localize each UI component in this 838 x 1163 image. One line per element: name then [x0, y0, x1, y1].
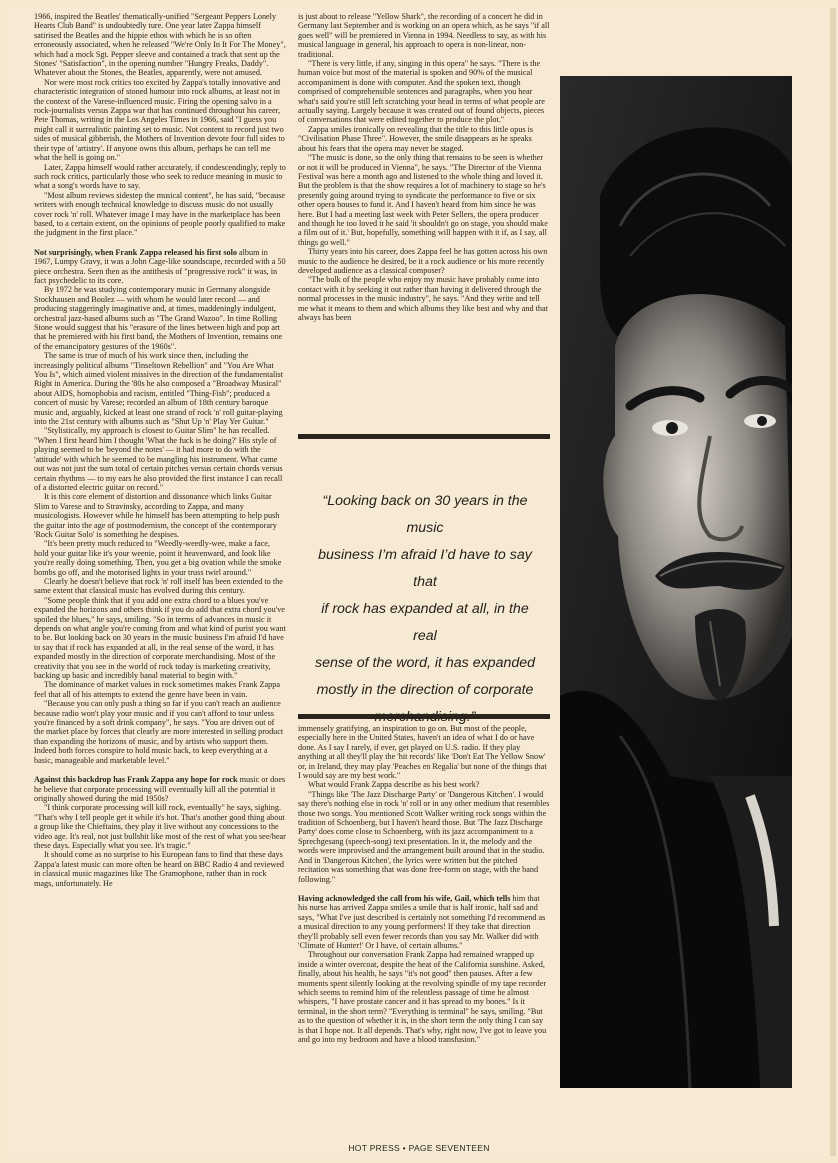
- pull-quote-line: sense of the word, it has expanded: [314, 655, 536, 671]
- pull-quote-line: “Looking back on 30 years in the music: [322, 493, 528, 536]
- magazine-page: [8, 8, 836, 1156]
- paragraph-text: What would Frank Zappa describe as his best work?: [308, 780, 480, 790]
- paragraph-text: is just about to release "Yellow Shark", the recording of a concert he did in Germany last September and is working on an opera which, as he says "if all goes well" will be premiered in Vienna in 1994. Needless to say, as with his musical language in general, his approach to opera is non-linear, non-traditional.: [298, 12, 550, 59]
- paragraph-text: album in 1967, Lumpy Gravy, it was a John Cage-like soundscape, recorded with a 50 piece orchestra. Seen then as the antithesis of "progressive rock" it was, in fact psychedelic to its core.: [34, 247, 286, 285]
- article-paragraph: [298, 275, 550, 322]
- paragraph-text: "Most album reviews sidestep the musical content", he has said, "because writers with enough technical knowledge to discuss music do not usually cover rock 'n' roll. Whatever image I may have in the marketplace has been based, to a certain extent, on the opinions of people poorly qualified to make the judgment in the first place.": [34, 190, 286, 238]
- paragraph-text: By 1972 he was studying contemporary music in Germany alongside Stockhausen and Boulez — with whom he would later record — and producing staggeringly imaginative and, at times, maddeningly indulgent, orchestral jazz-based albums such as "The Grand Wazoo". In time Rolling Stone would suggest that his "erasure of the lines between high and pop art that he premiered with his first band, the Mothers of Invention, remains one of the emancipatory gestures of the 1960s".: [34, 285, 283, 351]
- article-paragraph: [34, 596, 286, 681]
- zappa-portrait-photo: [560, 76, 792, 1088]
- paragraph-text: Thirty years into his career, does Zappa feel he has gotten across his own music to the audience he desired, be it a rock audience or his more recently developed audience as a classical composer?: [298, 247, 548, 275]
- paragraph-text: "Some people think that if you add one extra chord to a blues you've expanded the horizons and others think if you do add that extra chord you've spoiled the blues," he says, smiling. "So in terms of advances in music it depends on what angle you're coming from and what kind of purist you want to be. But looking back on 30 years in the music business I'm afraid I'd have to say that if rock has expanded at all, in the real sense of the word, it has expanded mostly in the direction of corporate merchandising. Most of the creativity that you see in the world of rock today is marketing creativity, backing up basic and incredibly banal material to begin with.": [34, 595, 286, 681]
- paragraph-text: It should come as no surprise to his European fans to find that these days Zappa'a latest music can more often be heard on BBC Radio 4 and reviewed in classical music magazines like The Gramophone, rather than in rock mags, unfortunately. He: [34, 850, 284, 888]
- article-paragraph: [298, 780, 550, 789]
- article-paragraph: [298, 153, 550, 247]
- paragraph-text: immensely gratifying, an inspiration to go on. But most of the people, especially here in the United States, haven't an idea of what I do or have done. As I say I rarely, if ever, get played on U.S. radio. If they play anything at all they'll play the 'hit records' like 'Don't Eat The Yellow Snow' or, in Ireland, they may play 'Peaches en Regalia' but none of the things that I would say are my best work.": [298, 724, 547, 781]
- paragraph-text: music or does he believe that corporate processing will eventually kill all the potential it originally showed during the mid 1950s?: [34, 775, 286, 803]
- article-paragraph: [34, 577, 286, 596]
- pull-quote-bottom-rule: [298, 714, 550, 719]
- article-column-1: [34, 12, 286, 1140]
- article-paragraph: [34, 285, 286, 351]
- paragraph-lead-in: Not surprisingly, when Frank Zappa released his first solo: [34, 247, 237, 257]
- paragraph-text: Later, Zappa himself would rather accurately, if condescendingly, reply to such rock critics, particularly those who seek to reduce meaning in music to what a song's words have to say.: [34, 162, 286, 191]
- article-paragraph: [34, 78, 286, 163]
- article-paragraph: [298, 12, 550, 59]
- paragraph-text: "Things like 'The Jazz Discharge Party' or 'Dangerous Kitchen'. I would say there's nothing else in rock 'n' roll or in any other medium that resembles those two songs. You mentioned Scott Walker writing rock songs within the tradition of Schoenberg, but I haven't heard those. But 'The Jazz Discharge Party' does come close to Schoenberg, with its jazz accompaniment to a Sprechgesang (speech-song) text presentation. In it, the melody and the words were improvised and the arrangement built around that in the studio. And in 'Dangerous Kitchen', the lyrics were written but the pitched recitation was something that was done free-form on stage, with the band following.": [298, 789, 550, 884]
- paragraph-text: "Because you can only push a thing so far if you can't reach an audience because radio won't play your music and if you can't afford to tour unless you're financed by a soft drink company", he says. "You are driven out of the market place by forces that clearly are more interested in selling product than expanding the horizons of music, and by artists who support them. Indeed both forces conspire to hold music back, to keep everything at a basic, manageable and marketable level.": [34, 699, 284, 765]
- article-paragraph: [34, 163, 286, 191]
- portrait-illustration: [560, 76, 792, 1088]
- article-paragraph: [34, 680, 286, 699]
- article-paragraph: [34, 248, 286, 286]
- paragraph-text: "There is very little, if any, singing in this opera" he says. "There is the human voice but most of the material is spoken and 90% of the musical accompaniment is done with computer. And the spoken text, though comprised of comprehensible sentences and paragraphs, when you hear what's said you're still left scratching your head in terms of what people are actually saying. Largely because it was created out of found objects, pieces of conversations that were edited together to produce the plot.": [298, 59, 545, 125]
- article-paragraph: [298, 894, 550, 950]
- paragraph-text: Clearly he doesn't believe that rock 'n' roll itself has been extended to the same extent that classical music has evolved during this century.: [34, 576, 283, 596]
- article-paragraph: [34, 775, 286, 803]
- pull-quote: [308, 488, 542, 731]
- article-paragraph: [34, 492, 286, 539]
- paragraph-text: Zappa smiles ironically on revealing that the title to this little opus is "Civilisation Phase Three". However, the smile disappears as he speaks about his fears that the opera may never be staged.: [298, 124, 534, 153]
- article-paragraph: [298, 59, 550, 125]
- pull-quote-line: mostly in the direction of corporate: [316, 682, 534, 698]
- pull-quote-line: business I’m afraid I’d have to say that: [318, 547, 532, 590]
- article-paragraph: [34, 12, 286, 78]
- paragraph-text: The same is true of much of his work since then, including the increasingly political albums "Tinseltown Rebellion" and "You Are What You Is", which aimed violent missives in the direction of the fundamentalist Right in America. During the '80s he also composed a "Broadway Musical" about AIDS, homophobia and racism, entitled "Thing-Fish"; produced a concert of music by Varese; recorded an album of 18th century baroque music and, arguably, kicked at least one strand of rock 'n' roll guitar-playing into the 21st century with albums such as "Shut Up 'n' Play Yer Guitar.": [34, 351, 284, 427]
- paragraph-text: The dominance of market values in rock sometimes makes Frank Zappa feel that all of his attempts to extend the genre have been in vain.: [34, 680, 280, 699]
- paragraph-text: It is this core element of distortion and dissonance which links Guitar Slim to Varese and to Stravinsky, according to Zappa, and many musicologists. However while he himself has been attempting to help push the guitar into the age of postmodernism, the concept of the contemporary 'Rock Guitar Solo' is something he despises.: [34, 492, 280, 539]
- pull-quote-top-rule: [298, 434, 550, 439]
- article-column-2: [298, 12, 550, 430]
- article-paragraph: [34, 351, 286, 426]
- article-paragraph: [34, 191, 286, 238]
- paragraph-text: "The bulk of the people who enjoy my music have probably come into contact with it by seeking it out rather than having it delivered through the normal processes in the music industry", he says. "And they write and tell me what it means to them and which albums they like best and why and that always has been: [298, 275, 548, 322]
- paragraph-text: "It's been pretty much reduced to "Weedly-weedly-wee, make a face, hold your guitar like it's your weenie, point it heavenward, and look like you're really doing something. Then, you get a big ovation while the smoke bombs go off, and the motorised lights in your truss twirl around.": [34, 539, 282, 577]
- article-paragraph: [298, 724, 550, 780]
- page-footer: HOT PRESS • PAGE SEVENTEEN: [348, 1143, 490, 1153]
- article-paragraph: [34, 539, 286, 577]
- article-column-3: [298, 724, 550, 1140]
- article-paragraph: [298, 247, 550, 275]
- article-paragraph: [34, 850, 286, 888]
- paragraph-lead-in: Against this backdrop has Frank Zappa any hope for rock: [34, 775, 238, 785]
- article-paragraph: [298, 790, 550, 884]
- article-paragraph: [34, 803, 286, 850]
- paragraph-text: him that his nurse has arrived Zappa smiles a smile that is half ironic, half sad and says, "What I've just described is certainly not something I'd recommend as a musical direction to any young performers! If they take that direction they'll probably sell even fewer records than you say Mr. Walker did with 'Climate of Hunter!' Or I have, of certain albums.": [298, 893, 546, 950]
- paragraph-text: "The music is done, so the only thing that remains to be seen is whether or not it will be produced in Vienna", he says. "The Director of the Vienna Festival was here a month ago and listened to the whole thing and loved it. But the problem is that the show requires a lot of machinery to stage so he's presently going around trying to syndicate the performance to five or six other opera houses to fund it. And I haven't heard from him since he was here. But I had a meeting last week with Peter Sellers, the opera producer and though he too loved it he said 'it shouldn't go on stage, you should make a film out of it.' But, hopefully, something will happen with it if, as I say, all things go well.": [298, 153, 548, 247]
- paragraph-text: Throughout our conversation Frank Zappa had remained wrapped up inside a winter overcoat, despite the heat of the California sunshine. Asked, finally, about his health, he says "it's not good" then pauses. After a few moments spent silently looking at the revolving spindle of my tape recorder which seems to remind him of the relentless passage of time he almost whispers, "I have prostate cancer and it has spread to my bones." Is it terminal, in the short term? "Everything is terminal" he says, smiling. "But as to the question of whether it is, in the short term the only thing I can say is that I hope not. It all depends. That's why, right now, I've got to leave you and go into my bedroom and have a blood transfusion.": [298, 950, 547, 1044]
- article-paragraph: [298, 950, 550, 1044]
- article-paragraph: [298, 125, 550, 153]
- paragraph-text: Nor were most rock critics too excited by Zappa's totally innovative and characteristic integration of stoned humour into rock albums, at least not in the context of the Varese-influenced music. Firing the opening salvo in a rock-journalists versus Zappa war that has continued throughout his career, Pete Thomas, writing in the Los Angeles Times in 1966, said "I guess you might call it surrealistic painting set to music. Not content to record just two sides of musical gibberish, the Mothers of Invention devote four full sides to their type of 'artistry'. If anyone owns this album, perhaps he can tell me what the hell is going on.": [34, 77, 285, 163]
- paragraph-lead-in: Having acknowledged the call from his wife, Gail, which tells: [298, 893, 511, 903]
- pull-quote-line: if rock has expanded at all, in the real: [321, 601, 529, 644]
- paragraph-text: "I think corporate processing will kill rock, eventually" he says, sighing. "That's why I tell people get it while it's hot. That's another good thing about a group like the Chieftains, they play it live without any concessions to the video age. It's real, not just bullshit like most of the rest of what you see/hear these days. Especially what you see. It's tragic.": [34, 803, 286, 850]
- paragraph-text: "Stylistically, my approach is closest to Guitar Slim" he has recalled. "When I first heard him I thought 'What the fuck is he doing?' His style of playing seemed to be 'beyond the notes' — it had more to do with the 'attitude' with which he seemed to be mangling his instrument. What came out was not just the sum total of certain pitches versus certain chords versus certain rhythms — to my ears he also provided the first instance I can recall of a distorted electric guitar on record.": [34, 426, 283, 492]
- paragraph-text: 1966, inspired the Beatles' thematically-unified "Sergeant Peppers Lonely Hearts Club Band" is undoubtedly ture. One year later Zappa himself satirised the Beatles and the hippie ethos with which he is so often erroneously associated, when he released "We're Only In It For The Money", which had a mock Sgt. Pepper sleeve and contained a track that sent up the Stones' "Satisfaction", in the opening number "Hungry Freaks, Daddy". Whatever about the Stones, the Beatles, apparently, were not amused.: [34, 12, 286, 78]
- article-paragraph: [34, 426, 286, 492]
- article-paragraph: [34, 699, 286, 765]
